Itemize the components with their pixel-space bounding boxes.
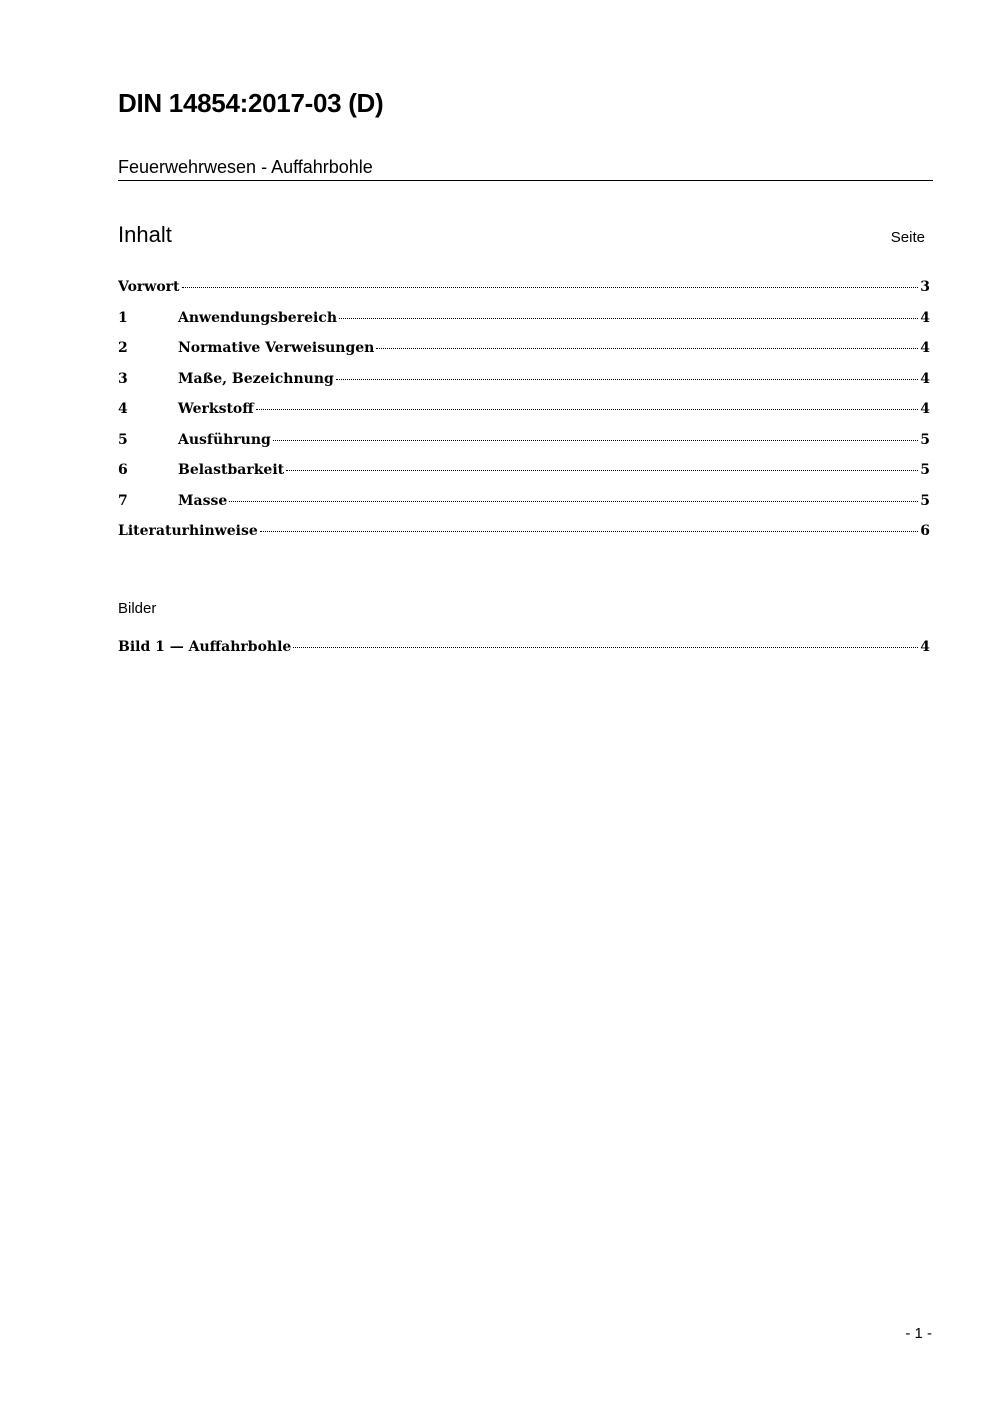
toc-entry-page: 4 bbox=[920, 401, 930, 417]
toc-entry-page: 4 bbox=[920, 370, 930, 387]
figures-heading: Bilder bbox=[118, 600, 157, 617]
toc-entry-normative-verweisungen[interactable] bbox=[118, 340, 930, 371]
toc-leader-dots bbox=[339, 318, 918, 319]
toc-entry-text: Normative Verweisungen bbox=[178, 340, 375, 356]
page-number: - 1 - bbox=[905, 1325, 932, 1342]
figure-entry-text: Bild 1 — Auffahrbohle bbox=[118, 639, 292, 655]
toc-entry-text: Werkstoff bbox=[178, 401, 254, 417]
toc-leader-dots bbox=[376, 348, 918, 349]
document-title: DIN 14854:2017-03 (D) bbox=[118, 88, 384, 118]
toc-entry-page: 6 bbox=[920, 523, 930, 539]
toc-entry-page: 5 bbox=[920, 462, 930, 478]
toc-entry-number: 6 bbox=[118, 462, 128, 478]
toc-leader-dots bbox=[336, 379, 918, 380]
toc-entry-vorwort[interactable] bbox=[118, 279, 930, 310]
document-subtitle: Feuerwehrwesen - Auffahrbohle bbox=[118, 157, 933, 181]
toc-leader-dots bbox=[256, 409, 919, 410]
toc-leader-dots bbox=[229, 501, 918, 502]
toc-entry-number: 4 bbox=[118, 401, 128, 417]
toc-entry-text: Maße, Bezeichnung bbox=[178, 370, 334, 387]
list-of-figures bbox=[118, 639, 930, 670]
toc-leader-dots bbox=[273, 440, 918, 441]
figure-entry-bild-1[interactable] bbox=[118, 639, 930, 670]
toc-entry-number: 5 bbox=[118, 431, 128, 448]
toc-entry-number: 1 bbox=[118, 309, 128, 326]
toc-entry-text: Literaturhinweise bbox=[118, 523, 258, 539]
toc-page-column-label: Seite bbox=[890, 229, 925, 246]
toc-entry-page: 3 bbox=[920, 279, 930, 295]
toc-leader-dots bbox=[260, 531, 919, 532]
toc-leader-dots bbox=[286, 470, 918, 471]
toc-entry-page: 5 bbox=[920, 431, 930, 448]
toc-entry-anwendungsbereich[interactable] bbox=[118, 310, 930, 341]
toc-entry-text: Belastbarkeit bbox=[178, 462, 285, 478]
toc-entry-number: 3 bbox=[118, 370, 128, 387]
toc-entry-literaturhinweise[interactable] bbox=[118, 523, 930, 554]
table-of-contents bbox=[118, 279, 930, 554]
toc-entry-text: Masse bbox=[178, 492, 228, 509]
toc-entry-page: 5 bbox=[920, 492, 930, 509]
toc-entry-text: Ausführung bbox=[178, 431, 271, 448]
toc-entry-masse-bezeichnung[interactable] bbox=[118, 371, 930, 402]
toc-heading: Inhalt bbox=[118, 222, 172, 247]
toc-entry-text: Anwendungsbereich bbox=[178, 309, 337, 326]
toc-leader-dots bbox=[293, 647, 918, 648]
toc-leader-dots bbox=[182, 287, 919, 288]
toc-entry-number: 7 bbox=[118, 492, 128, 509]
toc-entry-werkstoff[interactable] bbox=[118, 401, 930, 432]
toc-entry-number: 2 bbox=[118, 340, 128, 356]
toc-entry-ausfuehrung[interactable] bbox=[118, 432, 930, 463]
figure-entry-page: 4 bbox=[920, 639, 930, 655]
toc-entry-page: 4 bbox=[920, 340, 930, 356]
toc-entry-belastbarkeit[interactable] bbox=[118, 462, 930, 493]
toc-entry-text: Vorwort bbox=[118, 279, 180, 295]
toc-entry-masse[interactable] bbox=[118, 493, 930, 524]
toc-entry-page: 4 bbox=[920, 309, 930, 326]
